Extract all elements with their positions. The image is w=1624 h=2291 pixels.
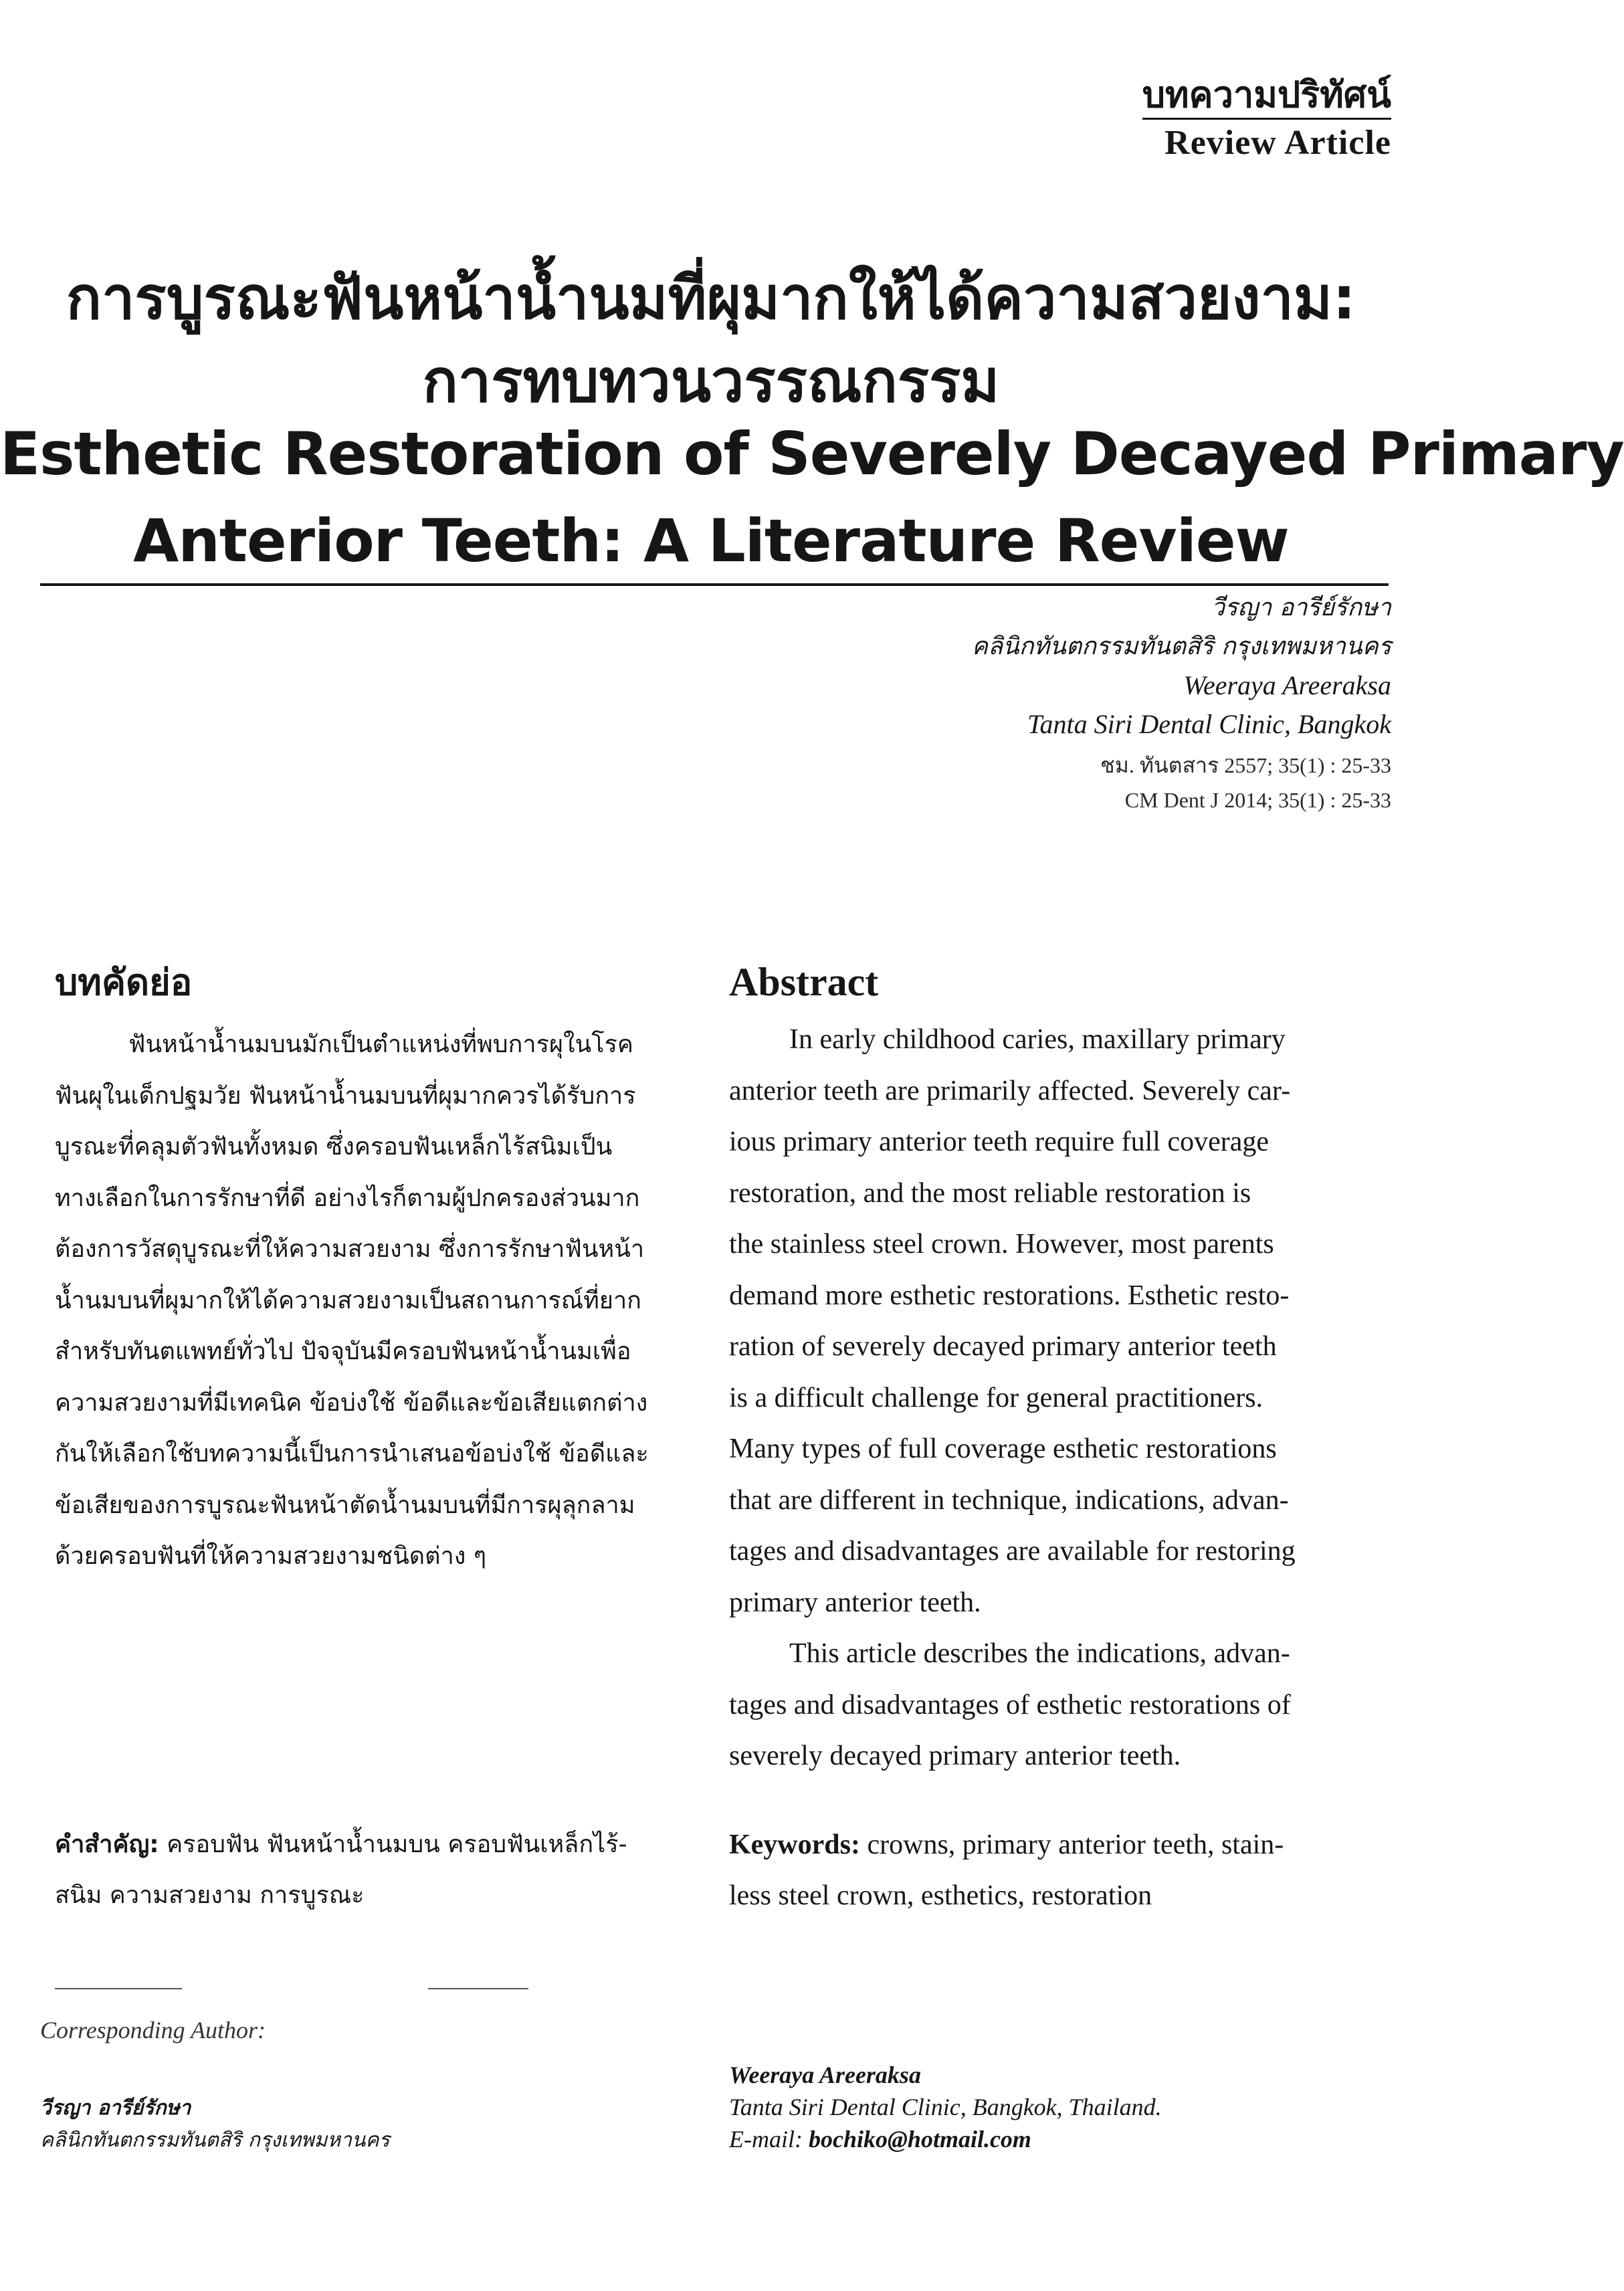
corresponding-author-thai <box>40 2092 390 2157</box>
author-block <box>972 589 1391 744</box>
footnote-rule <box>428 1988 528 1989</box>
abstract-english-line: primary anterior teeth. <box>729 1587 981 1618</box>
keywords-english-line-1: crowns, primary anterior teeth, stain- <box>867 1829 1284 1860</box>
abstract-english-line: restoration, and the most reliable restoration is <box>729 1177 1251 1209</box>
abstract-english-line: anterior teeth are primarily affected. Severely car- <box>729 1075 1291 1106</box>
abstract-english-line: This article describes the indications, advan- <box>789 1638 1290 1669</box>
keywords-thai <box>55 1819 710 1921</box>
abstract-english-line: demand more esthetic restorations. Esthetic resto- <box>729 1280 1290 1311</box>
citation-thai: ชม. ทันตสาร 2557; 35(1) : 25-33 <box>1100 753 1391 777</box>
author-affiliation-english: Tanta Siri Dental Clinic, Bangkok <box>1027 709 1391 739</box>
keywords-english-label: Keywords: <box>729 1829 860 1860</box>
abstract-english-line: severely decayed primary anterior teeth. <box>729 1740 1181 1771</box>
citation-english: CM Dent J 2014; 35(1) : 25-33 <box>1124 788 1391 812</box>
keywords-thai-label: คำสำคัญ: <box>55 1831 159 1858</box>
abstract-english-line: the stainless steel crown. However, most parents <box>729 1229 1274 1260</box>
abstract-thai-line: สำหรับทันตแพทย์ทั่วไป ปัจจุบันมีครอบฟันหน้าน้ำนมเพื่อ <box>55 1338 631 1365</box>
abstract-thai-line: ฟันหน้าน้ำนมบนมักเป็นตำแหน่งที่พบการผุในโรค <box>128 1031 633 1058</box>
abstract-thai-line: ทางเลือกในการรักษาที่ดี อย่างไรก็ตามผู้ปกครองส่วนมาก <box>55 1184 640 1212</box>
title-thai-line-2: การทบทวนวรรณกรรม <box>422 346 1000 415</box>
title-english-line-1: Esthetic Restoration of Severely Decayed Primary <box>0 419 1624 488</box>
abstract-thai-line: ข้อเสียของการบูรณะฟันหน้าตัดน้ำนมบนที่มีการผุลุกลาม <box>55 1491 635 1519</box>
section-underline <box>1142 118 1391 120</box>
abstract-thai <box>55 958 697 1583</box>
corresponding-name-english: Weeraya Areeraksa <box>729 2062 921 2088</box>
abstract-english-line: tages and disadvantages are available for restoring <box>729 1536 1296 1567</box>
abstract-english-line: tages and disadvantages of esthetic restorations of <box>729 1689 1291 1720</box>
keywords-thai-line-2: สนิม ความสวยงาม การบูรณะ <box>55 1882 365 1909</box>
section-label <box>1142 72 1391 164</box>
corresponding-affiliation-english: Tanta Siri Dental Clinic, Bangkok, Thailand. <box>729 2094 1162 2120</box>
abstract-english-heading: Abstract <box>729 960 879 1004</box>
section-label-english: Review Article <box>1164 124 1391 162</box>
title-english-line-2: Anterior Teeth: A Literature Review <box>133 506 1289 575</box>
abstract-thai-line: บูรณะที่คลุมตัวฟันทั้งหมด ซึ่งครอบฟันเหล็กไร้สนิมเป็น <box>55 1133 613 1161</box>
abstract-thai-line: ฟันผุในเด็กปฐมวัย ฟันหน้าน้ำนมบนที่ผุมากควรได้รับการ <box>55 1082 636 1110</box>
keywords-english-line-2: less steel crown, esthetics, restoration <box>729 1880 1152 1911</box>
abstract-english-line: is a difficult challenge for general practitioners. <box>729 1382 1263 1413</box>
citation-block <box>1100 748 1391 817</box>
footnote-rule <box>55 1988 182 1989</box>
abstract-english-line: In early childhood caries, maxillary primary <box>789 1024 1286 1055</box>
email-address[interactable]: bochiko@hotmail.com <box>808 2126 1031 2153</box>
abstract-english-line: ration of severely decayed primary anterior teeth <box>729 1331 1277 1362</box>
author-name-thai: วีรญา อารีย์รักษา <box>1211 594 1391 621</box>
abstract-english <box>729 958 1371 1782</box>
abstract-thai-line: ด้วยครอบฟันที่ให้ความสวยงามชนิดต่าง ๆ <box>55 1542 487 1570</box>
abstract-thai-line: ต้องการวัสดุบูรณะที่ให้ความสวยงาม ซึ่งการรักษาฟันหน้า <box>55 1235 645 1263</box>
abstract-thai-line: ความสวยงามที่มีเทคนิค ข้อบ่งใช้ ข้อดีและข้อเสียแตกต่าง <box>55 1389 648 1417</box>
abstract-thai-heading: บทคัดย่อ <box>55 961 193 1003</box>
corresponding-name-thai: วีรญา อารีย์รักษา <box>40 2096 191 2120</box>
abstract-thai-line: กันให้เลือกใช้บทความนี้เป็นการนำเสนอข้อบ่งใช้ ข้อดีและ <box>55 1440 649 1468</box>
abstract-english-line: Many types of full coverage esthetic restorations <box>729 1433 1277 1464</box>
author-name-english: Weeraya Areeraksa <box>1183 670 1391 700</box>
keywords-english <box>729 1819 1385 1921</box>
section-label-thai: บทความปริทัศน์ <box>1142 73 1391 116</box>
title-thai-line-1: การบูรณะฟันหน้าน้ำนมที่ผุมากให้ได้ความสวยงาม: <box>66 264 1356 332</box>
keywords-thai-line-1: ครอบฟัน ฟันหน้าน้ำนมบน ครอบฟันเหล็กไร้- <box>167 1831 627 1858</box>
abstract-english-line: ious primary anterior teeth require full coverage <box>729 1126 1269 1157</box>
title-divider <box>40 583 1389 586</box>
corresponding-affiliation-thai: คลินิกทันตกรรมทันตสิริ กรุงเทพมหานคร <box>40 2128 390 2152</box>
email-label: E-mail: <box>729 2126 803 2153</box>
corresponding-author-label: Corresponding Author: <box>40 2017 266 2044</box>
abstract-thai-line: น้ำนมบนที่ผุมากให้ได้ความสวยงามเป็นสถานการณ์ที่ยาก <box>55 1286 641 1314</box>
corresponding-author-english <box>729 2059 1162 2155</box>
author-affiliation-thai: คลินิกทันตกรรมทันตสิริ กรุงเทพมหานคร <box>971 633 1391 660</box>
abstract-english-line: that are different in technique, indications, advan- <box>729 1484 1289 1516</box>
